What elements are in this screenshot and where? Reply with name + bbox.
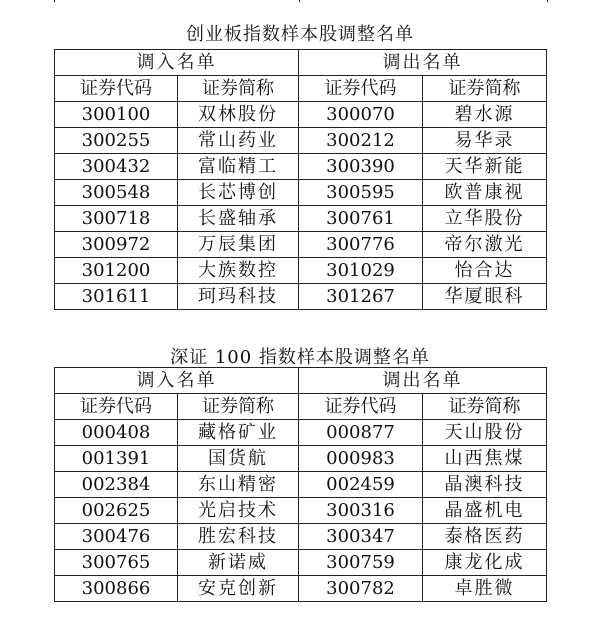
added-security-name: 国货航 [178,446,299,472]
removed-security-name: 易华录 [423,128,547,154]
table-row [55,180,547,206]
removed-security-name: 晶盛机电 [423,498,547,524]
table-row [55,102,547,128]
chinext-adjustment-table [54,49,547,310]
added-security-code: 300255 [55,128,178,154]
added-security-code: 301611 [55,284,178,310]
added-security-code: 002625 [55,498,178,524]
added-security-name: 胜宏科技 [178,524,299,550]
table-row [55,550,547,576]
column-header-name: 证券简称 [178,394,299,420]
added-security-name: 藏格矿业 [178,420,299,446]
group-header-row [55,368,547,394]
added-security-name: 大族数控 [178,258,299,284]
szse100-adjustment-table [54,367,547,602]
removed-security-code: 300070 [299,102,423,128]
added-security-code: 300476 [55,524,178,550]
removed-security-name: 华厦眼科 [423,284,547,310]
removed-security-code: 300759 [299,550,423,576]
column-header-code: 证券代码 [55,76,178,102]
removed-security-code: 301267 [299,284,423,310]
table-row [55,258,547,284]
removed-security-code: 000877 [299,420,423,446]
added-list-header: 调入名单 [55,368,299,394]
table-row [55,232,547,258]
table-row [55,576,547,602]
column-header-code: 证券代码 [299,76,423,102]
removed-security-code: 300390 [299,154,423,180]
added-security-name: 万辰集团 [178,232,299,258]
removed-security-name: 卓胜微 [423,576,547,602]
added-security-name: 富临精工 [178,154,299,180]
table-row [55,154,547,180]
added-security-code: 000408 [55,420,178,446]
group-header-row [55,50,547,76]
removed-security-code: 000983 [299,446,423,472]
column-header-code: 证券代码 [299,394,423,420]
added-security-code: 300548 [55,180,178,206]
removed-security-name: 怡合达 [423,258,547,284]
table-row [55,420,547,446]
added-security-code: 301200 [55,258,178,284]
added-security-code: 002384 [55,472,178,498]
added-security-name: 长盛轴承 [178,206,299,232]
added-security-name: 东山精密 [178,472,299,498]
removed-security-name: 天华新能 [423,154,547,180]
added-security-name: 光启技术 [178,498,299,524]
removed-security-code: 301029 [299,258,423,284]
removed-security-code: 300212 [299,128,423,154]
table-title: 深证 100 指数样本股调整名单 [170,347,430,368]
removed-security-name: 天山股份 [423,420,547,446]
column-header-name: 证券简称 [178,76,299,102]
removed-security-code: 300595 [299,180,423,206]
removed-security-name: 欧普康视 [423,180,547,206]
table-row [55,472,547,498]
added-security-name: 常山药业 [178,128,299,154]
added-security-name: 珂玛科技 [178,284,299,310]
removed-security-name: 帝尔激光 [423,232,547,258]
column-header-name: 证券简称 [423,76,547,102]
removed-list-header: 调出名单 [299,368,547,394]
removed-security-name: 山西焦煤 [423,446,547,472]
removed-security-code: 300782 [299,576,423,602]
table-row [55,498,547,524]
column-header-row [55,394,547,420]
removed-security-name: 立华股份 [423,206,547,232]
removed-security-name: 晶澳科技 [423,472,547,498]
previous-table-edge [54,0,548,2]
column-header-name: 证券简称 [423,394,547,420]
removed-security-code: 300776 [299,232,423,258]
table-row [55,446,547,472]
added-security-code: 001391 [55,446,178,472]
added-security-code: 300972 [55,232,178,258]
table-row [55,128,547,154]
added-security-code: 300432 [55,154,178,180]
removed-security-code: 300316 [299,498,423,524]
added-security-name: 双林股份 [178,102,299,128]
added-security-name: 新诺威 [178,550,299,576]
added-security-name: 安克创新 [178,576,299,602]
table-row [55,206,547,232]
removed-security-code: 300347 [299,524,423,550]
removed-security-code: 300761 [299,206,423,232]
table-row [55,284,547,310]
column-header-code: 证券代码 [55,394,178,420]
added-security-code: 300100 [55,102,178,128]
removed-security-name: 康龙化成 [423,550,547,576]
added-list-header: 调入名单 [55,50,299,76]
added-security-code: 300718 [55,206,178,232]
removed-security-name: 泰格医药 [423,524,547,550]
removed-security-code: 002459 [299,472,423,498]
added-security-code: 300866 [55,576,178,602]
table-row [55,524,547,550]
removed-security-name: 碧水源 [423,102,547,128]
table-title: 创业板指数样本股调整名单 [186,24,414,45]
added-security-code: 300765 [55,550,178,576]
removed-list-header: 调出名单 [299,50,547,76]
column-header-row [55,76,547,102]
added-security-name: 长芯博创 [178,180,299,206]
